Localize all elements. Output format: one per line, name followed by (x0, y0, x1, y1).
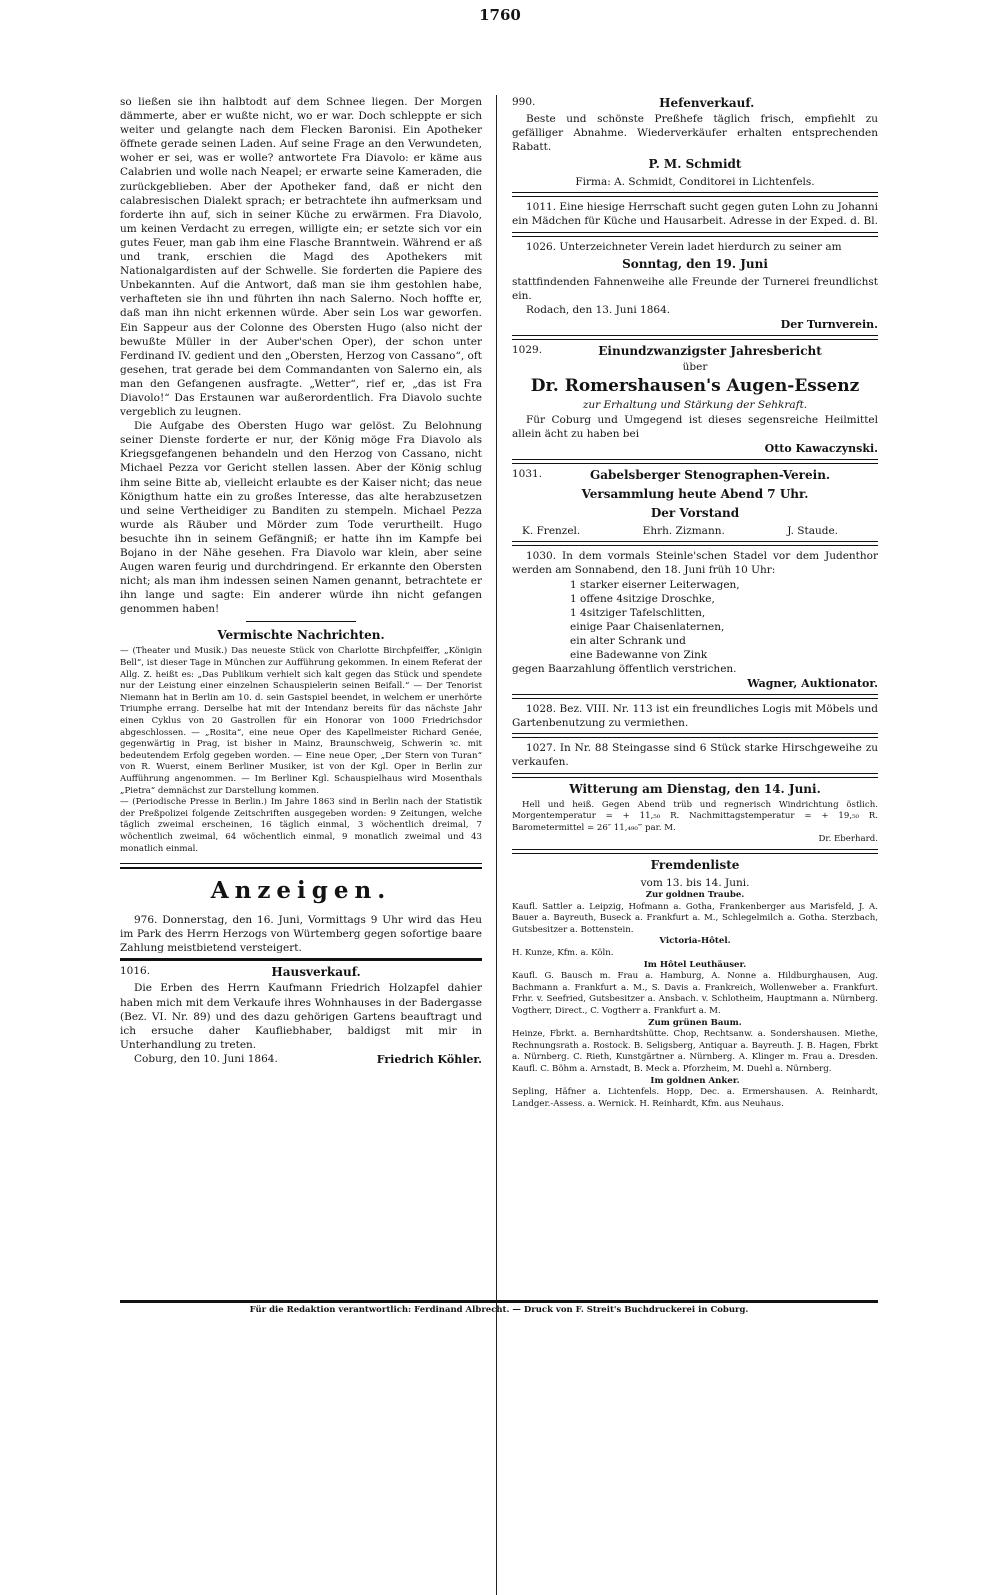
ad-1016-place-date: Coburg, den 10. Juni 1864. (134, 1052, 278, 1065)
vermischte-paragraph-1: — (Theater und Musik.) Das neueste Stück von Charlotte Birchpfeiffer, „Königin Bell“, ist dieser Tage in München zur Aufführung gekommen. In einem Referat der Allg. Z. heißt es: „Das Publikum verhielt sich kalt gegen das Stück und spendete nur der Leistung einer einzelnen Schauspielerin seinen Beifall.“ — Der Tenorist Niemann hat in Berlin am 10. d. sein Gastspiel beendet, in welchem er unerhörte Triumphe errang. Derselbe hat mit der Intendanz bereits für das nächste Jahr einen Cyklus von 20 Gastrollen für ein Honorar von 1000 Friedrichsdor abgeschlossen. — „Rosita“, eine neue Oper des Kapellmeister Richard Genée, gegenwärtig in Prag, ist bisher in Mainz, Braunschweig, Schwerin ꝛc. mit bedeutendem Erfolg gegeben worden. — Eine neue Oper, „Der Stern von Turan“ von R. Wuerst, einem Berliner Musiker, ist von der Kgl. Oper in Berlin zur Aufführung angenommen. — Im Berliner Kgl. Schauspielhaus wird Mosenthals „Pietra“ demnächst zur Darstellung kommen. (120, 646, 482, 796)
right-column (512, 95, 878, 1110)
fremdenliste-title: Fremdenliste (650, 857, 740, 872)
story-paragraph-1: so ließen sie ihn halbtodt auf dem Schnee liegen. Der Morgen dämmerte, aber er wußte nicht, wo er war. Doch schleppte er sich weiter und gelangte nach dem Flecken Baronisi. Ein Apotheker öffnete gerade seinen Laden. Auf seine Frage an den Verwundeten, woher er sei, was er wolle? antwortete Fra Diavolo: er käme aus Calabrien und wolle nach Neapel; er erwarte seine Kameraden, die zurückgeblieben. Aber der Apotheker fand, daß er nicht den calabresischen Dialekt sprach; er betrachtete ihn aufmerksam und forderte ihn auf, sich in seiner Küche zu erwärmen. Fra Diavolo, um keinen Verdacht zu erregen, willigte ein; er setzte sich vor ein gutes Feuer, man gab ihm eine Flasche Branntwein. Während er aß und trank, erschien die Magd des Apothekers mit Nationalgardisten auf der Schwelle. Sie forderten die Papiere des Unbekannten. Auf die Antwort, daß man sie ihm gestohlen habe, verhafteten sie ihn und führten ihn nach Salerno. Noch hoffte er, daß man ihn nicht erkennen würde. Aber sein Los war geworfen. Ein Sappeur aus der Colonne des Obersten Hugo (also nicht der bewußte Müller in der Auber'schen Oper), der schon unter Ferdinand IV. gedient und den „Obersten, Herzog von Cassano“, oft gesehen, trat gerade bei dem Commandanten von Salerno ein, als man den Gefangenen ausfragte. „Wetter“, rief er, „das ist Fra Diavolo!“ Das Erstaunen war außerordentlich. Fra Diavolo suchte vergeblich zu leugnen. (120, 96, 482, 419)
ad-rule (512, 773, 878, 778)
ad-rule (512, 733, 878, 738)
ad-990-title: Hefenverkauf. (659, 96, 755, 110)
hotel-name: Zum grünen Baum. (648, 1017, 742, 1028)
ad-rule (512, 541, 878, 546)
ad-990-name: P. M. Schmidt (648, 157, 742, 172)
ad-1016-number: 1016. (120, 965, 151, 978)
fremdenliste-dates: vom 13. bis 14. Juni. (640, 876, 750, 889)
ad-1028: 1028. Bez. VIII. Nr. 113 ist ein freundliches Logis mit Möbels und Gartenbenutzung zu vermiethen. (512, 703, 878, 730)
ad-rule (120, 958, 482, 961)
ad-990-number: 990. (512, 96, 536, 108)
ad-1029-title: Dr. Romershausen's Augen-Essenz (530, 376, 860, 397)
ad-1029-ueber: über (682, 360, 708, 373)
ad-rule (512, 694, 878, 699)
ad-1011: 1011. Eine hiesige Herrschaft sucht gegen guten Lohn zu Johanni ein Mädchen für Küche und Hausarbeit. Adresse in der Exped. d. Bl. (512, 201, 878, 228)
vermischte-title: Vermischte Nachrichten. (217, 628, 385, 643)
ad-1026-place-date: Rodach, den 13. Juni 1864. (526, 303, 671, 316)
ad-1030-intro: 1030. In dem vormals Steinle'schen Stadel vor dem Judenthor werden am Sonnabend, den 18. Juni früh 10 Uhr: (512, 550, 878, 577)
ad-1016-title: Hausverkauf. (271, 965, 361, 980)
ad-1029-number: 1029. (512, 343, 543, 356)
weather-signature: Dr. Eberhard. (818, 834, 878, 845)
ad-1030-item: 1 starker eiserner Leiterwagen, (570, 578, 740, 591)
ad-rule (512, 849, 878, 854)
ad-990-firm: Firma: A. Schmidt, Conditorei in Lichtenfels. (575, 176, 815, 189)
ad-1031-names (512, 524, 878, 538)
page-number: 1760 (479, 6, 521, 24)
hotel-guests: Heinze, Fbrkt. a. Bernhardtshütte. Chop, Rechtsanw. a. Sondershausen. Miethe, Rechnungsrath a. Rostock. B. Seligsberg, Antiquar a. Bayreuth. J. B. Hagen, Fbrkt a. Nürnberg. C. Rieth, Kunstgärtner a. Nürnberg. A. Klinger m. Frau a. Dresden. Kaufl. C. Böhm a. Arnstadt, B. Meck a. Pforzheim, M. Duehl a. Nürnberg. (512, 1029, 878, 1074)
ad-1030-items (512, 578, 878, 663)
hotel-name: Im goldnen Anker. (650, 1075, 740, 1086)
ad-990-text: Beste und schönste Preßhefe täglich frisch, empfiehlt zu gefälliger Abnahme. Wiederverkäufer erhalten entsprechenden Rabatt. (512, 113, 878, 154)
hotel-guests: Kaufl. G. Bausch m. Frau a. Hamburg, A. Nonne a. Hildburghausen, Aug. Bachmann a. Frankfurt a. M., S. Davis a. Frankreich, Wollenweber a. Frankfurt. Frhr. v. Seefried, Gutsbesitzer a. Ansbach. v. Schlotheim, Hauptmann a. Nürnberg. Vogtherr, Direct., C. Vogtherr a. Frankfurt a. M. (512, 971, 878, 1016)
ad-1030-item: ein alter Schrank und (570, 634, 686, 647)
ad-1016-header (120, 964, 482, 981)
ad-1027: 1027. In Nr. 88 Steingasse sind 6 Stück starke Hirschgeweihe zu verkaufen. (512, 742, 878, 769)
left-column (120, 95, 482, 1067)
weather-title: Witterung am Dienstag, den 14. Juni. (569, 781, 821, 796)
ad-1016-text: Die Erben des Herrn Kaufmann Friedrich Holzapfel dahier haben mich mit dem Verkaufe ihres Wohnhauses in der Badergasse (Bez. VI. Nr. 89) und des dazu gehörigen Gartens beauftragt und ich ersuche daher Kaufliebhaber, baldigst mit mir in Unterhandlung zu treten. (120, 982, 482, 1051)
ad-1016-signature: Friedrich Köhler. (376, 1052, 482, 1066)
ad-1029-line1: Einundzwanzigster Jahresbericht (598, 343, 822, 358)
ad-1031-line2: Versammlung heute Abend 7 Uhr. (581, 487, 809, 502)
anzeigen-title: Anzeigen. (210, 877, 392, 905)
ad-rule (512, 459, 878, 464)
hotel-guests: Kaufl. Sattler a. Leipzig, Hofmann a. Gotha, Frankenberger aus Marisfeld, J. A. Bauer a. Bayreuth, Buseck a. Frankfurt a. M., Schlegelmilch a. Gotha. Sterzbach, Gutsbesitzer a. Bottenstein. (512, 901, 878, 935)
ad-1029-header (512, 343, 878, 360)
ad-1026-signature: Der Turnverein. (780, 317, 878, 331)
weather-text: Hell und heiß. Gegen Abend trüb und regnerisch Windrichtung östlich. Morgentemperatur = + 11,₅₀ R. Nachmittagstemperatur = + 19,₅₀ R. Barometermittel = 26″ 11,₄₉₀‴ par. M. (512, 799, 878, 833)
ad-1031-line3: Der Vorstand (650, 506, 740, 521)
anzeigen-rule (120, 863, 482, 869)
ad-990-header (512, 95, 878, 112)
hotel-name: Im Hôtel Leuthäuser. (643, 959, 747, 970)
ad-1016-footer (120, 1052, 482, 1067)
vermischte-paragraph-2: — (Periodische Presse in Berlin.) Im Jahre 1863 sind in Berlin nach der Statistik der Preßpolizei folgende Zeitschriften ausgegeben worden: 9 Zeitungen, welche täglich zweimal erscheinen, 16 täglich einmal, 3 wöchentlich dreimal, 7 wöchentlich zweimal, 64 wöchentlich einmal, 9 monatlich zweimal und 43 monatlich einmal. (120, 797, 482, 854)
ad-1026-line2: stattfindenden Fahnenweihe alle Freunde der Turnerei freundlichst ein. (512, 275, 878, 302)
footer-rule (120, 1300, 878, 1303)
ad-1026-date: Sonntag, den 19. Juni (622, 256, 768, 271)
hotel-guests: H. Kunze, Kfm. a. Köln. (512, 947, 614, 958)
imprint-footer (120, 1300, 878, 1315)
ad-1031-header (512, 467, 878, 484)
vermischte-section (120, 646, 482, 855)
ad-1030-closing: gegen Baarzahlung öffentlich verstrichen. (512, 663, 737, 676)
hotel-name: Zur goldnen Traube. (645, 890, 745, 900)
ad-1030-item: eine Badewanne von Zink (570, 648, 708, 661)
ad-1031-name: J. Staude. (787, 525, 838, 538)
ad-1030-item: 1 4sitziger Tafelschlitten, (570, 606, 706, 619)
hotel-name: Victoria-Hôtel. (659, 936, 731, 947)
section-rule (246, 621, 356, 622)
ad-1030-item: einige Paar Chaisenlaternen, (570, 620, 725, 633)
ad-1031-name: Ehrh. Zizmann. (642, 525, 725, 538)
column-divider (496, 95, 497, 1595)
ad-1031-title: Gabelsberger Stenographen-Verein. (589, 468, 831, 483)
ad-1026-line1: 1026. Unterzeichneter Verein ladet hierdurch zu seiner am (526, 240, 842, 253)
ad-1030-item: 1 offene 4sitzige Droschke, (570, 592, 715, 605)
ad-1029-subtitle: zur Erhaltung und Stärkung der Sehkraft. (582, 399, 808, 412)
fremdenliste-section (512, 890, 878, 1110)
ad-1029-text: Für Coburg und Umgegend ist dieses segensreiche Heilmittel allein ächt zu haben bei (512, 414, 878, 441)
hotel-guests: Sepling, Häfner a. Lichtenfels. Hopp, Dec. a. Ermershausen. A. Reinhardt, Landger.-Assess. a. Wernick. H. Reinhardt, Kfm. aus Neuhaus. (512, 1087, 878, 1109)
ad-rule (512, 232, 878, 237)
ad-976: 976. Donnerstag, den 16. Juni, Vormittags 9 Uhr wird das Heu im Park des Herrn Herzogs von Würtemberg gegen sofortige baare Zahlung meistbietend versteigert. (120, 914, 482, 955)
ad-1031-number: 1031. (512, 468, 543, 481)
imprint-text: Für die Redaktion verantwortlich: Ferdinand Albrecht. — Druck von F. Streit's Buchdruckerei in Coburg. (249, 1305, 749, 1315)
ad-rule (512, 335, 878, 340)
ad-1030-signature: Wagner, Auktionator. (747, 677, 878, 691)
ad-1029-signature: Otto Kawaczynski. (764, 442, 878, 456)
ad-rule (512, 192, 878, 197)
story-paragraph-2: Die Aufgabe des Obersten Hugo war gelöst. Zu Belohnung seiner Dienste forderte er nur, der König möge Fra Diavolo als Kriegsgefangenen behandeln und den Herzog von Cassano, nicht Michael Pezza vor Gericht stellen lassen. Aber der König schlug ihm seine Bitte ab, vielleicht erlaubte es der Kaiser nicht; das neue Königthum hatte ein zu großes Interesse, das alte herabzusetzen und seine Vertheidiger zu Banditen zu stempeln. Michael Pezza wurde als Räuber und Mörder zum Tode verurtheilt. Hugo besuchte ihn in seinem Gefängniß; er hatte ihn im Kampfe bei Bojano in der Nähe gesehen. Fra Diavolo war klein, aber seine Augen waren feurig und durchdringend. Er erkannte den Obersten nicht; als man ihm indessen seinen Namen genannt, betrachtete er ihn lange und sagte: Ein anderer würde ihn nicht gefangen genommen haben! (120, 420, 482, 616)
ad-1031-name: K. Frenzel. (522, 525, 581, 538)
